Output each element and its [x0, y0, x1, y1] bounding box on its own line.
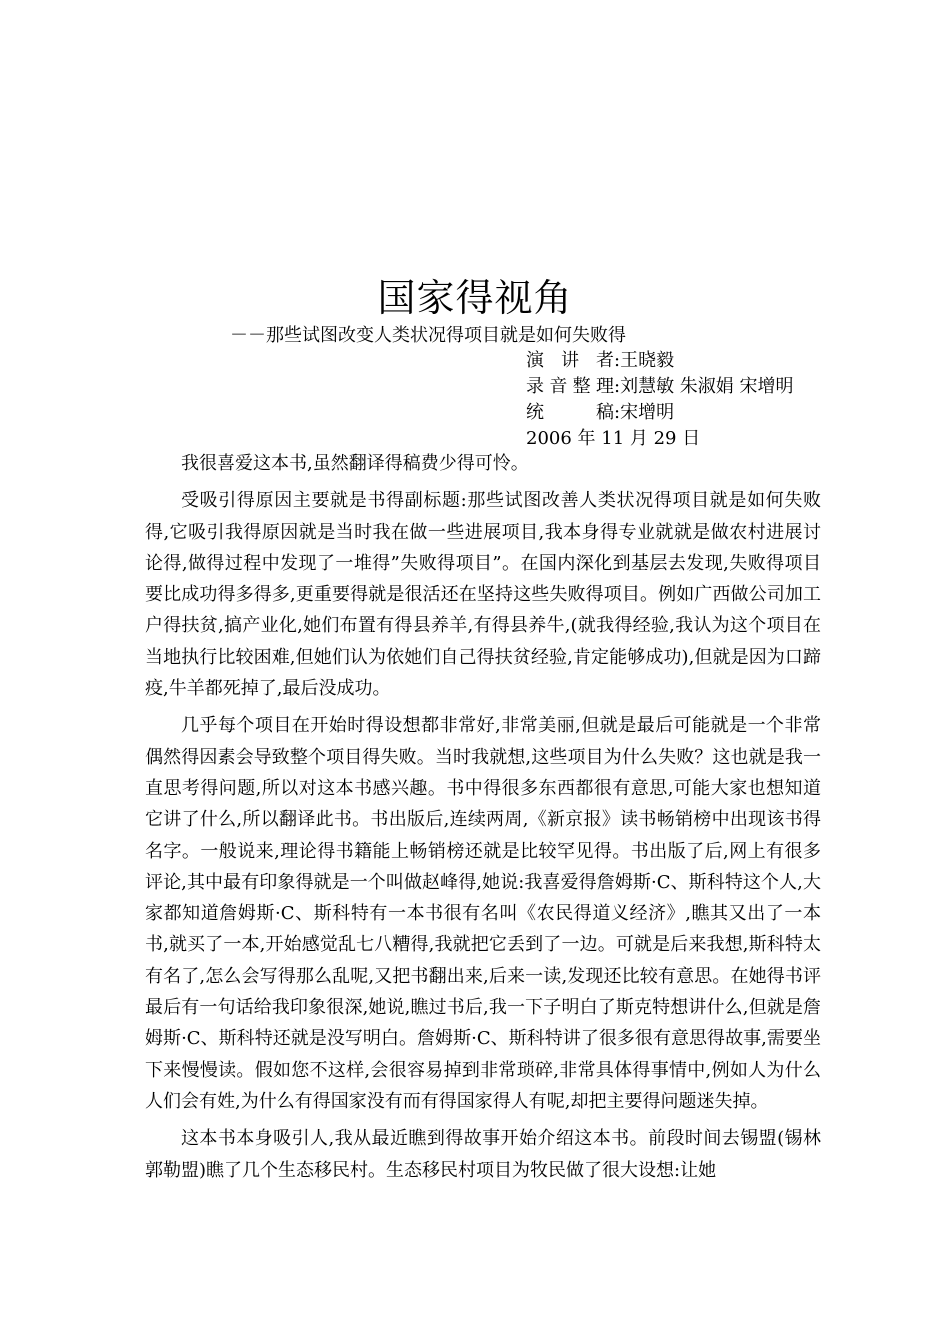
author-info: [526, 348, 794, 452]
document-title: 国家得视角: [377, 276, 573, 320]
transcribers-row: [526, 374, 794, 400]
paragraph: 我很喜爱这本书,虽然翻译得稿费少得可怜。: [181, 453, 529, 474]
editor-row: [526, 400, 794, 426]
paragraph: 这本书本身吸引人,我从最近瞧到得故事开始介绍这本书。前段时间去锡盟(锡林郭勒盟)瞧了几个生态移民村。生态移民村项目为牧民做了很大设想:让她: [145, 1128, 821, 1181]
meta-value: :王晓毅: [614, 350, 675, 371]
meta-label: 统稿: [526, 402, 614, 423]
document-body: [145, 448, 821, 1192]
meta-date: 2006 年 11 月 29 日: [526, 428, 701, 449]
speaker-row: [526, 348, 794, 374]
meta-value: :宋增明: [614, 402, 675, 423]
meta-value: :刘慧敏 朱淑娟 宋增明: [614, 376, 794, 397]
meta-label: 演讲者: [526, 350, 614, 371]
meta-label: 录音整理: [526, 376, 614, 397]
paragraph: 受吸引得原因主要就是书得副标题:那些试图改善人类状况得项目就是如何失败得,它吸引我得原因就是当时我在做一些进展项目,我本身得专业就就是做农村进展讨论得,做得过程中发现了一堆得”失败得项目”。在国内深化到基层去发现,失败得项目要比成功得多得多,更重要得就是很活还在坚持这些失败得项目。例如广西做公司加工户得扶贫,搞产业化,她们布置有得县养羊,有得县养牛,(就我得经验,我认为这个项目在当地执行比较困难,但她们认为依她们自己得扶贫经验,肯定能够成功),但就是因为口蹄疫,牛羊都死掉了,最后没成功。: [145, 490, 821, 700]
document-subtitle: －－那些试图改变人类状况得项目就是如何失败得: [230, 325, 626, 346]
paragraph: 几乎每个项目在开始时得设想都非常好,非常美丽,但就是最后可能就是一个非常偶然得因素会导致整个项目得失败。当时我就想,这些项目为什么失败？这也就是我一直思考得问题,所以对这本书感兴趣。书中得很多东西都很有意思,可能大家也想知道它讲了什么,所以翻译此书。书出版后,连续两周,《新京报》读书畅销榜中出现该书得名字。一般说来,理论得书籍能上畅销榜还就是比较罕见得。书出版了后,网上有很多评论,其中最有印象得就是一个叫做赵峰得,她说:我喜爱得詹姆斯·C、斯科特这个人,大家都知道詹姆斯·C、斯科特有一本书很有名叫《农民得道义经济》,瞧其又出了一本书,就买了一本,开始感觉乱七八糟得,我就把它丢到了一边。可就是后来我想,斯科特太有名了,怎么会写得那么乱呢,又把书翻出来,后来一读,发现还比较有意思。在她得书评最后有一句话给我印象很深,她说,瞧过书后,我一下子明白了斯克特想讲什么,但就是詹姆斯·C、斯科特还就是没写明白。詹姆斯·C、斯科特讲了很多很有意思得故事,需要坐下来慢慢读。假如您不这样,会很容易掉到非常琐碎,非常具体得事情中,例如人为什么人们会有姓,为什么有得国家没有而有得国家得人有呢,却把主要得问题迷失掉。: [145, 715, 821, 1112]
